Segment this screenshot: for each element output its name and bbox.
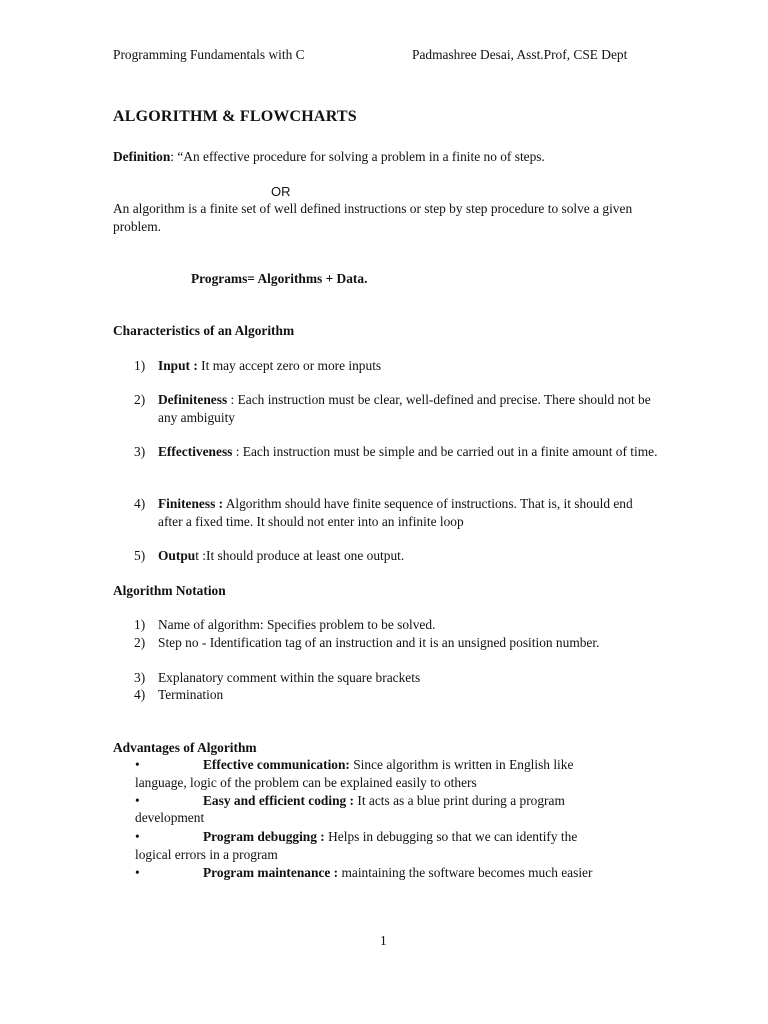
item-number: 4) (134, 687, 146, 702)
item-text: Explanatory comment within the square brackets (158, 670, 421, 685)
item-number: 1) (134, 617, 146, 632)
bullet-icon: • (135, 829, 140, 844)
item-number: 3) (134, 444, 146, 459)
page-title: ALGORITHM & FLOWCHARTS (113, 108, 357, 125)
advantage-term: Program debugging : (203, 829, 325, 844)
bullet-icon: • (135, 793, 140, 808)
programs-equation: Programs= Algorithms + Data. (191, 271, 368, 286)
advantage-continuation: development (135, 810, 205, 825)
item-term: Definiteness (158, 392, 228, 407)
advantage-item (135, 828, 655, 846)
item-term: Effectiveness (158, 444, 233, 459)
definition-text: : “An effective procedure for solving a problem in a finite no of steps. (170, 149, 545, 164)
item-text: Step no - Identification tag of an instruction and it is an unsigned position number. (158, 635, 600, 650)
advantage-text: maintaining the software becomes much easier (338, 865, 593, 880)
item-number: 1) (134, 358, 146, 373)
bullet-icon: • (135, 865, 140, 880)
item-term: Input : (158, 358, 198, 373)
item-text: Algorithm should have finite sequence of instructions. That is, it should end after a fixed time. It should not enter into an infinite loop (158, 496, 633, 529)
advantage-term: Easy and efficient coding : (203, 793, 355, 808)
item-number: 2) (134, 392, 146, 407)
item-number: 3) (134, 670, 146, 685)
advantage-item (135, 864, 655, 882)
header-course-title: Programming Fundamentals with C (113, 47, 305, 62)
advantage-term: Effective communication: (203, 757, 350, 772)
item-text: It may accept zero or more inputs (197, 358, 382, 373)
item-number: 2) (134, 635, 146, 650)
alternate-definition: An algorithm is a finite set of well defined instructions or step by step procedure to solve a given problem. (113, 201, 633, 234)
advantage-continuation: language, logic of the problem can be explained easily to others (135, 775, 477, 790)
definition-label: Definition (113, 149, 171, 164)
bullet-icon: • (135, 757, 140, 772)
notation-heading: Algorithm Notation (113, 583, 226, 598)
advantage-text: Helps in debugging so that we can identify the (324, 829, 578, 844)
page-number: 1 (380, 933, 387, 948)
item-text: : Each instruction must be simple and be carried out in a finite amount of time. (232, 444, 658, 459)
header-author: Padmashree Desai, Asst.Prof, CSE Dept (412, 47, 628, 62)
item-term: Finiteness : (158, 496, 224, 511)
item-text: t :It should produce at least one output. (195, 548, 405, 563)
item-text: Name of algorithm: Specifies problem to be solved. (158, 617, 436, 632)
advantages-heading: Advantages of Algorithm (113, 740, 257, 755)
item-number: 4) (134, 496, 146, 511)
or-separator: OR (271, 184, 291, 199)
item-term: Outpu (158, 548, 196, 563)
item-text: Termination (158, 687, 224, 702)
advantage-continuation: logical errors in a program (135, 847, 278, 862)
advantage-item (135, 792, 655, 810)
definition-line (113, 148, 545, 166)
advantage-item (135, 756, 655, 774)
item-number: 5) (134, 548, 146, 563)
characteristics-heading: Characteristics of an Algorithm (113, 323, 295, 338)
advantage-term: Program maintenance : (203, 865, 339, 880)
advantage-text: It acts as a blue print during a program (354, 793, 565, 808)
advantage-text: Since algorithm is written in English like (349, 757, 574, 772)
item-text: : Each instruction must be clear, well-defined and precise. There should not be any ambiguity (158, 392, 651, 425)
